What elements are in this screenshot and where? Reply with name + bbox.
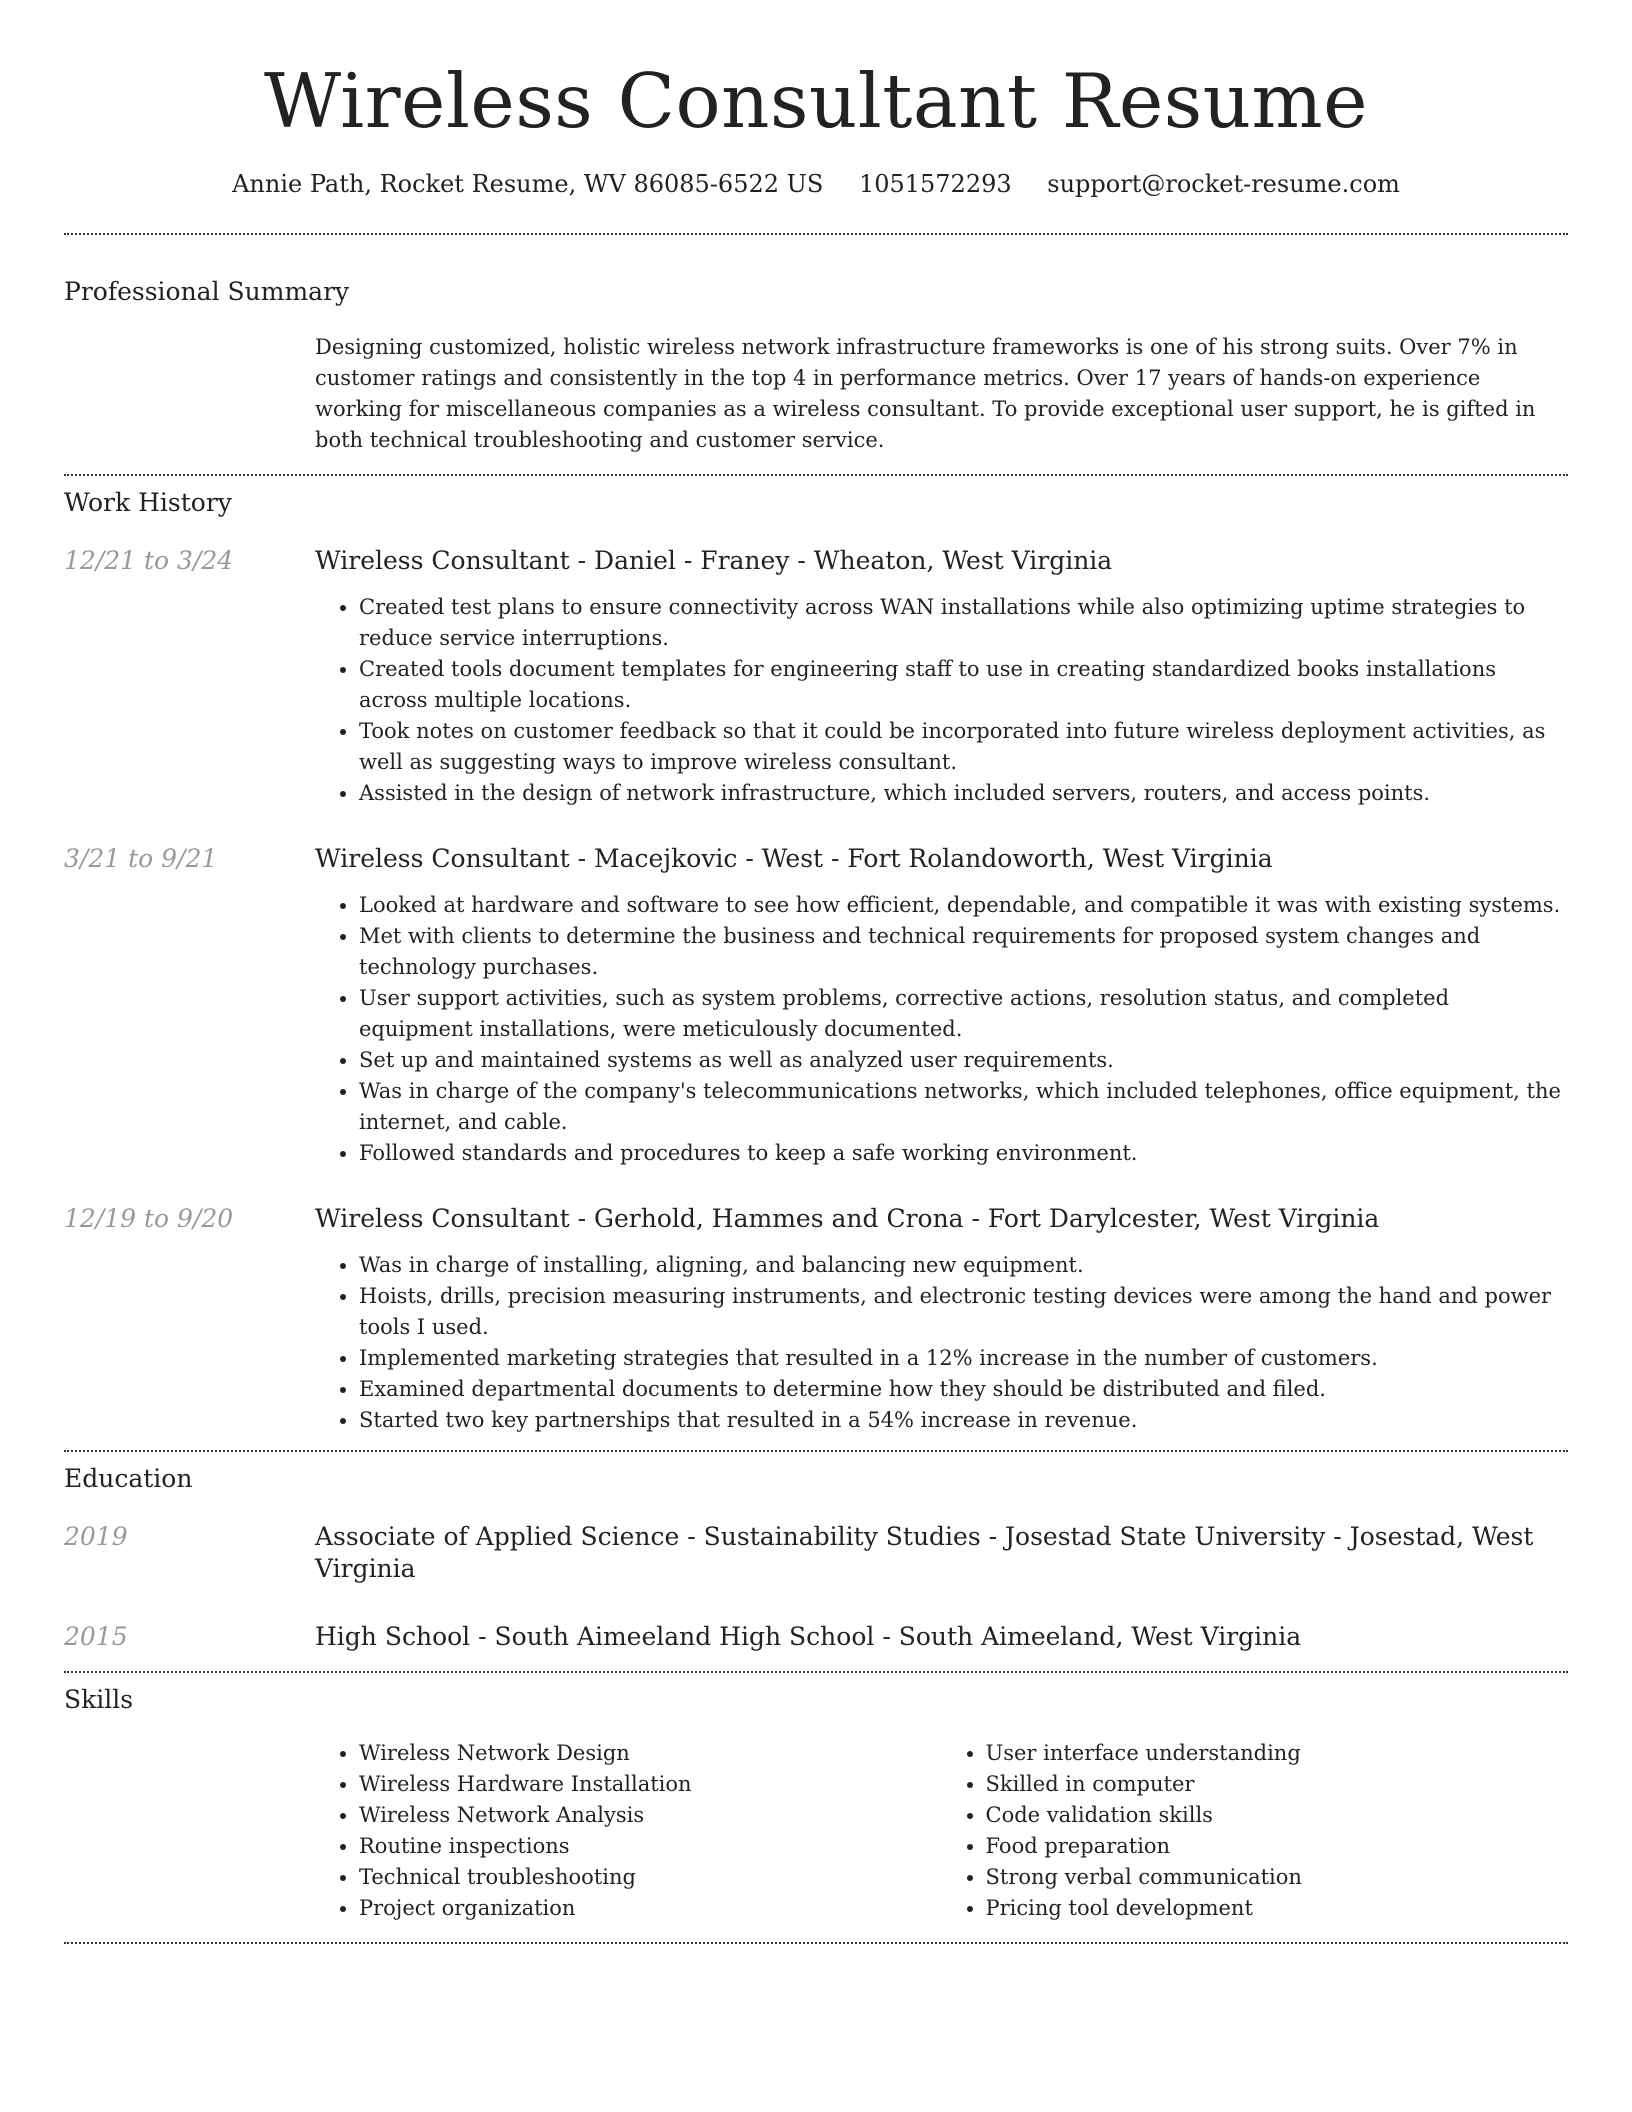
job-entry [64,843,1568,1169]
skills-list-right [942,1738,1569,1924]
job-bullet: • Implemented marketing strategies that resulted in a 12% increase in the number of customers. [359,1343,1568,1374]
job-bullet: • Looked at hardware and software to see how efficient, dependable, and compatible it was with existing systems. [359,890,1568,921]
job-title: Wireless Consultant - Gerhold, Hammes and Crona - Fort Darylcester, West Virginia [315,1204,1380,1233]
education-degree: Associate of Applied Science - Sustainability Studies [315,1522,981,1551]
divider [64,1450,1568,1452]
job-bullet: • Created test plans to ensure connectivity across WAN installations while also optimizing uptime strategies to reduce service interruptions. [359,592,1568,654]
summary-text: Designing customized, holistic wireless network infrastructure frameworks is one of his strong suits. Over 7% in customer ratings and consistently in the top 4 in performance metrics. Over 17 years of hands-on experience working for miscellaneous companies as a wireless consultant. To provide exceptional user support, he is gifted in both technical troubleshooting and customer service. [315,335,1536,452]
contact-email: support@rocket-resume.com [1047,170,1400,198]
education-year: 2019 [64,1522,128,1551]
contact-phone: 1051572293 [858,170,1012,198]
summary-row [64,332,1568,456]
skill-item: • Wireless Network Analysis [359,1800,942,1831]
job-date: 12/19 to 9/20 [64,1204,234,1233]
skills-heading: Skills [64,1685,134,1714]
education-entry [64,1521,1568,1585]
job-bullets [315,592,1568,809]
job-bullet: • Was in charge of the company's telecommunications networks, which included telephones, office equipment, the internet, and cable. [359,1076,1568,1138]
contact-line [64,168,1568,200]
education-entry [64,1621,1568,1653]
education-school: - Josestad State University - Josestad, West Virginia [315,1522,1534,1583]
skill-item: • Pricing tool development [986,1893,1569,1924]
job-bullet: • Set up and maintained systems as well as analyzed user requirements. [359,1045,1568,1076]
job-title: Wireless Consultant - Daniel - Franey - Wheaton, West Virginia [315,546,1113,575]
job-entry [64,1203,1568,1436]
skills-list-left [315,1738,942,1924]
job-date: 12/21 to 3/24 [64,546,234,575]
divider [64,1942,1568,1944]
skill-item: • Technical troubleshooting [359,1862,942,1893]
job-bullets [315,1250,1568,1436]
divider [64,1671,1568,1673]
summary-heading: Professional Summary [64,277,350,306]
job-title: Wireless Consultant - Macejkovic - West - Fort Rolandoworth, West Virginia [315,844,1273,873]
skill-item: • Project organization [359,1893,942,1924]
job-entry [64,545,1568,809]
skill-item: • Wireless Network Design [359,1738,942,1769]
job-bullet: • Was in charge of installing, aligning, and balancing new equipment. [359,1250,1568,1281]
job-date: 3/21 to 9/21 [64,844,218,873]
job-bullet: • Assisted in the design of network infrastructure, which included servers, routers, and access points. [359,778,1568,809]
skill-item: • Wireless Hardware Installation [359,1769,942,1800]
resume-title: Wireless Consultant Resume [263,57,1369,145]
job-bullets [315,890,1568,1169]
divider [64,474,1568,476]
skill-item: • Food preparation [986,1831,1569,1862]
job-bullet: • Followed standards and procedures to keep a safe working environment. [359,1138,1568,1169]
contact-address: Annie Path, Rocket Resume, WV 86085-6522 US [232,170,824,198]
skill-item: • User interface understanding [986,1738,1569,1769]
skill-item: • Routine inspections [359,1831,942,1862]
job-bullet: • Created tools document templates for engineering staff to use in creating standardized books installations across multiple locations. [359,654,1568,716]
education-heading: Education [64,1464,193,1493]
divider [64,233,1568,235]
skill-item: • Skilled in computer [986,1769,1569,1800]
work-heading: Work History [64,488,232,517]
job-bullet: • Started two key partnerships that resulted in a 54% increase in revenue. [359,1405,1568,1436]
job-bullet: • Met with clients to determine the business and technical requirements for proposed system changes and technology purchases. [359,921,1568,983]
resume-page [64,0,1568,1944]
skill-item: • Code validation skills [986,1800,1569,1831]
education-degree: High School [315,1622,471,1651]
job-bullet: • Took notes on customer feedback so that it could be incorporated into future wireless deployment activities, as well as suggesting ways to improve wireless consultant. [359,716,1568,778]
job-bullet: • User support activities, such as system problems, corrective actions, resolution status, and completed equipment installations, were meticulously documented. [359,983,1568,1045]
job-bullet: • Hoists, drills, precision measuring instruments, and electronic testing devices were among the hand and power tools I used. [359,1281,1568,1343]
skill-item: • Strong verbal communication [986,1862,1569,1893]
education-year: 2015 [64,1622,128,1651]
skills-row [64,1738,1568,1924]
job-bullet: • Examined departmental documents to determine how they should be distributed and filed. [359,1374,1568,1405]
education-school: - South Aimeeland High School - South Aimeeland, West Virginia [470,1622,1302,1651]
